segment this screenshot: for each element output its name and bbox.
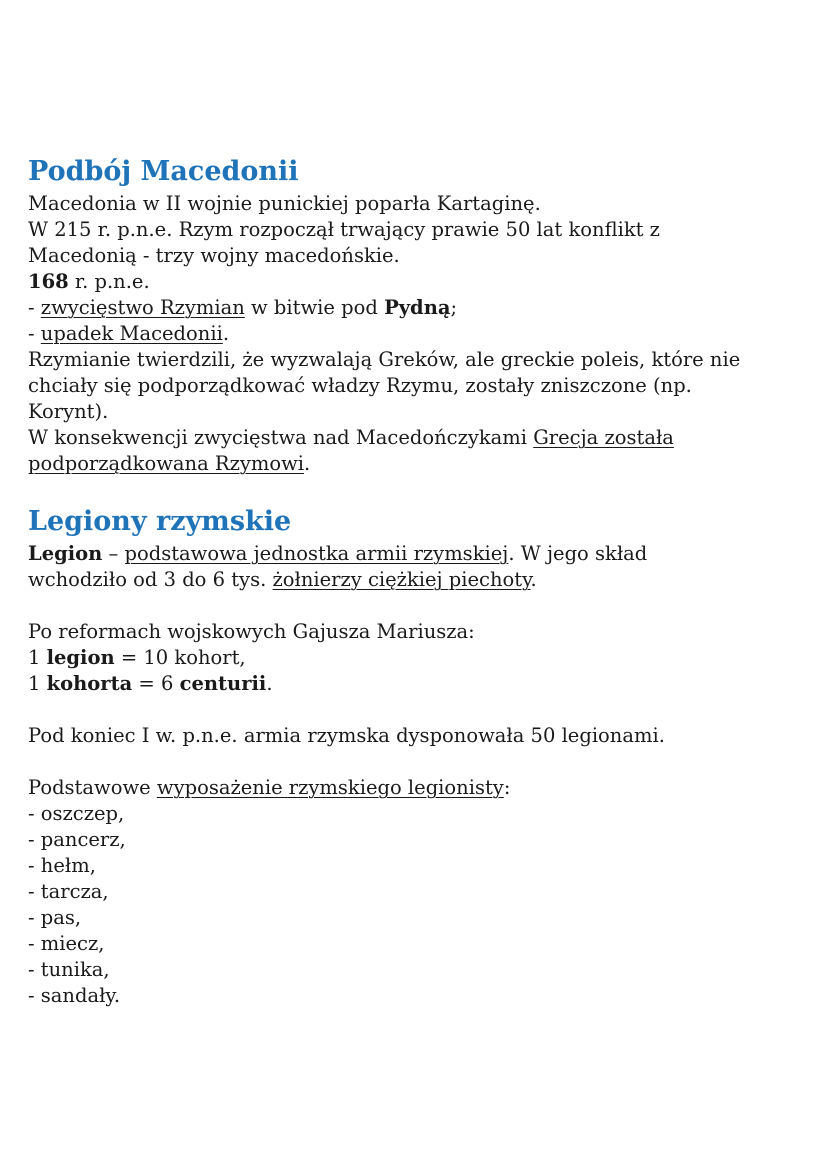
underlined-phrase: żołnierzy ciężkiej piechoty — [272, 568, 531, 591]
bullet-victory: - zwycięstwo Rzymian w bitwie pod Pydną; — [28, 296, 458, 319]
text-line: Rzymianie twierdzili, że wyzwalają Greków, ale greckie poleis, które nie — [28, 348, 741, 371]
date-bold: 168 — [28, 270, 69, 293]
section-legiony-body — [28, 541, 808, 1009]
underlined-phrase: podporządkowana Rzymowi — [28, 452, 305, 475]
text-line: Macedonia w II wojnie punickiej poparła Kartaginę. — [28, 192, 541, 215]
bold-term: centurii — [179, 672, 267, 695]
bold-term: Legion — [28, 542, 103, 565]
text-line-legion-ratio: 1 legion = 10 kohort, — [28, 646, 246, 669]
text-line: podporządkowana Rzymowi. — [28, 452, 311, 475]
text-line-equipment-intro: Podstawowe wyposażenie rzymskiego legionisty: — [28, 776, 511, 799]
text-line-legion-definition: Legion – podstawowa jednostka armii rzymskiej. W jego skład — [28, 542, 648, 565]
text-line: Korynt). — [28, 400, 109, 423]
list-item: - tarcza, — [28, 880, 109, 903]
blank-line — [28, 697, 808, 723]
underlined-phrase: zwycięstwo Rzymian — [40, 296, 245, 319]
heading-podboj-macedonii: Podbój Macedonii — [28, 156, 299, 187]
text-line: Pod koniec I w. p.n.e. armia rzymska dysponowała 50 legionami. — [28, 724, 665, 747]
list-item: - miecz, — [28, 932, 105, 955]
list-item: - tunika, — [28, 958, 110, 981]
text-line: W konsekwencji zwycięstwa nad Macedończykami Grecja została — [28, 426, 674, 449]
underlined-phrase: upadek Macedonii — [40, 322, 223, 345]
blank-line — [28, 749, 808, 775]
underlined-phrase: wyposażenie rzymskiego legionisty — [156, 776, 504, 799]
underlined-phrase: Grecja została — [533, 426, 674, 449]
text-line-cohort-ratio: 1 kohorta = 6 centurii. — [28, 672, 273, 695]
list-item: - hełm, — [28, 854, 96, 877]
bold-term: legion — [46, 646, 115, 669]
heading-legiony-rzymskie: Legiony rzymskie — [28, 506, 292, 537]
text-line: Po reformach wojskowych Gajusza Mariusza: — [28, 620, 475, 643]
text-line-date: 168 r. p.n.e. — [28, 270, 150, 293]
bold-term: kohorta — [46, 672, 133, 695]
list-item: - pancerz, — [28, 828, 126, 851]
bullet-fall: - upadek Macedonii. — [28, 322, 230, 345]
text-line: wchodziło od 3 do 6 tys. żołnierzy ciężkiej piechoty. — [28, 568, 537, 591]
list-item: - oszczep, — [28, 802, 125, 825]
underlined-phrase: podstawowa jednostka armii rzymskiej — [124, 542, 509, 565]
text-line: W 215 r. p.n.e. Rzym rozpoczął trwający prawie 50 lat konflikt z — [28, 218, 660, 241]
text-line: chciały się podporządkować władzy Rzymu, zostały zniszczone (np. — [28, 374, 692, 397]
section-podboj-macedonii-body — [28, 191, 808, 477]
list-item: - pas, — [28, 906, 82, 929]
blank-line — [28, 593, 808, 619]
list-item: - sandały. — [28, 984, 121, 1007]
bold-term: Pydną — [384, 296, 451, 319]
text-line: Macedonią - trzy wojny macedońskie. — [28, 244, 400, 267]
